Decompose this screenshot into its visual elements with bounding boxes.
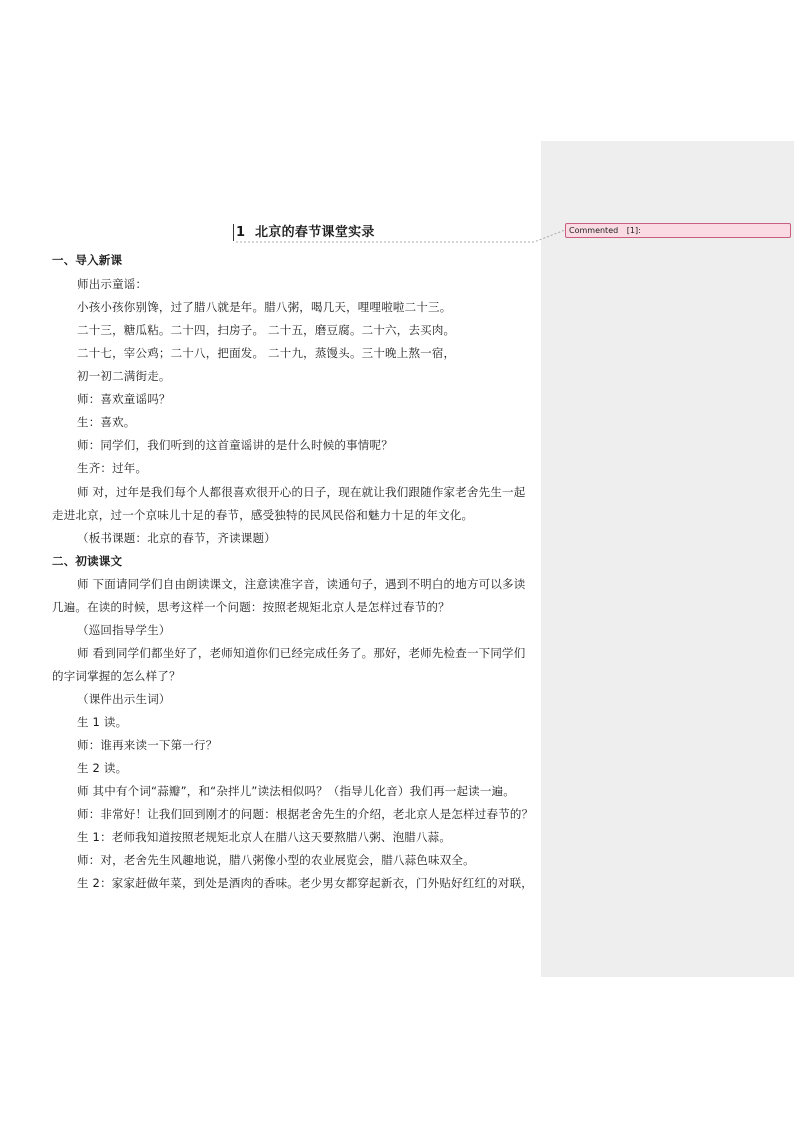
paragraph-line: 生齐：过年。 — [77, 461, 148, 475]
paragraph-line: 二十三，糖瓜粘。二十四，扫房子。 二十五，磨豆腐。二十六，去买肉。 — [77, 323, 456, 337]
paragraph-line: 师：喜欢童谣吗？ — [77, 392, 171, 406]
paragraph-line: 生：喜欢。 — [77, 415, 136, 429]
paragraph-line: 的字词掌握的怎么样了？ — [52, 669, 181, 683]
comment-anchor-mark — [233, 224, 234, 241]
paragraph-line: （课件出示生词） — [77, 692, 171, 706]
title-text: 北京的春节课堂实录 — [255, 225, 375, 240]
paragraph-line: 生 1：老师我知道按照老规矩北京人在腊八这天要熬腊八粥、泡腊八蒜。 — [77, 830, 452, 844]
paragraph-line: 师 对，过年是我们每个人都很喜欢很开心的日子，现在就让我们跟随作家老舍先生一起 — [77, 485, 526, 499]
paragraph-line: 几遍。在读的时候，思考这样一个问题：按照老规矩北京人是怎样过春节的？ — [52, 600, 450, 614]
paragraph-line: 小孩小孩你别馋，过了腊八就是年。腊八粥，喝几天，哩哩啦啦二十三。 — [77, 300, 452, 314]
comment-pane — [541, 141, 794, 977]
paragraph-line: 师出示童谣： — [77, 277, 148, 291]
comment-label: Commented — [569, 226, 619, 235]
title-number: 1 — [236, 225, 246, 240]
page-title — [236, 224, 375, 242]
paragraph-line: 生 2 读。 — [77, 761, 128, 775]
paragraph-line: 生 2：家家赶做年菜，到处是酒肉的香味。老少男女都穿起新衣，门外贴好红红的对联， — [77, 876, 533, 890]
paragraph-line: 师 其中有个词“蒜瓣”，和“杂拌儿”读法相似吗？（指导儿化音）我们再一起读一遍。 — [77, 784, 515, 798]
paragraph-line: 师：谁再来读一下第一行？ — [77, 738, 218, 752]
section-heading-reading: 二、初读课文 — [52, 554, 123, 568]
paragraph-line: 师 下面请同学们自由朗读课文，注意读准字音，读通句子，遇到不明白的地方可以多读 — [77, 577, 526, 591]
paragraph-line: 师：对，老舍先生风趣地说，腊八粥像小型的农业展览会，腊八蒜色味双全。 — [77, 853, 475, 867]
paragraph-line: 生 1 读。 — [77, 715, 128, 729]
comment-id: [1]: — [626, 226, 641, 235]
paragraph-line: 初一初二满街走。 — [77, 369, 171, 383]
paragraph-line: 走进北京，过一个京味儿十足的春节，感受独特的民风民俗和魅力十足的年文化。 — [52, 508, 474, 522]
paragraph-line: 二十七，宰公鸡；二十八，把面发。 二十九，蒸馒头。三十晚上熬一宿， — [77, 346, 456, 360]
paragraph-line: 师：非常好！让我们回到刚才的问题：根据老舍先生的介绍，老北京人是怎样过春节的？ — [77, 807, 534, 821]
paragraph-line: （板书课题：北京的春节，齐读课题） — [77, 531, 276, 545]
paragraph-line: 师：同学们，我们听到的这首童谣讲的是什么时候的事情呢？ — [77, 438, 393, 452]
comment-balloon[interactable] — [565, 223, 791, 238]
paragraph-line: 师 看到同学们都坐好了，老师知道你们已经完成任务了。那好，老师先检查一下同学们 — [77, 646, 526, 660]
section-heading-intro: 一、导入新课 — [52, 253, 123, 267]
paragraph-line: （巡回指导学生） — [77, 623, 171, 637]
